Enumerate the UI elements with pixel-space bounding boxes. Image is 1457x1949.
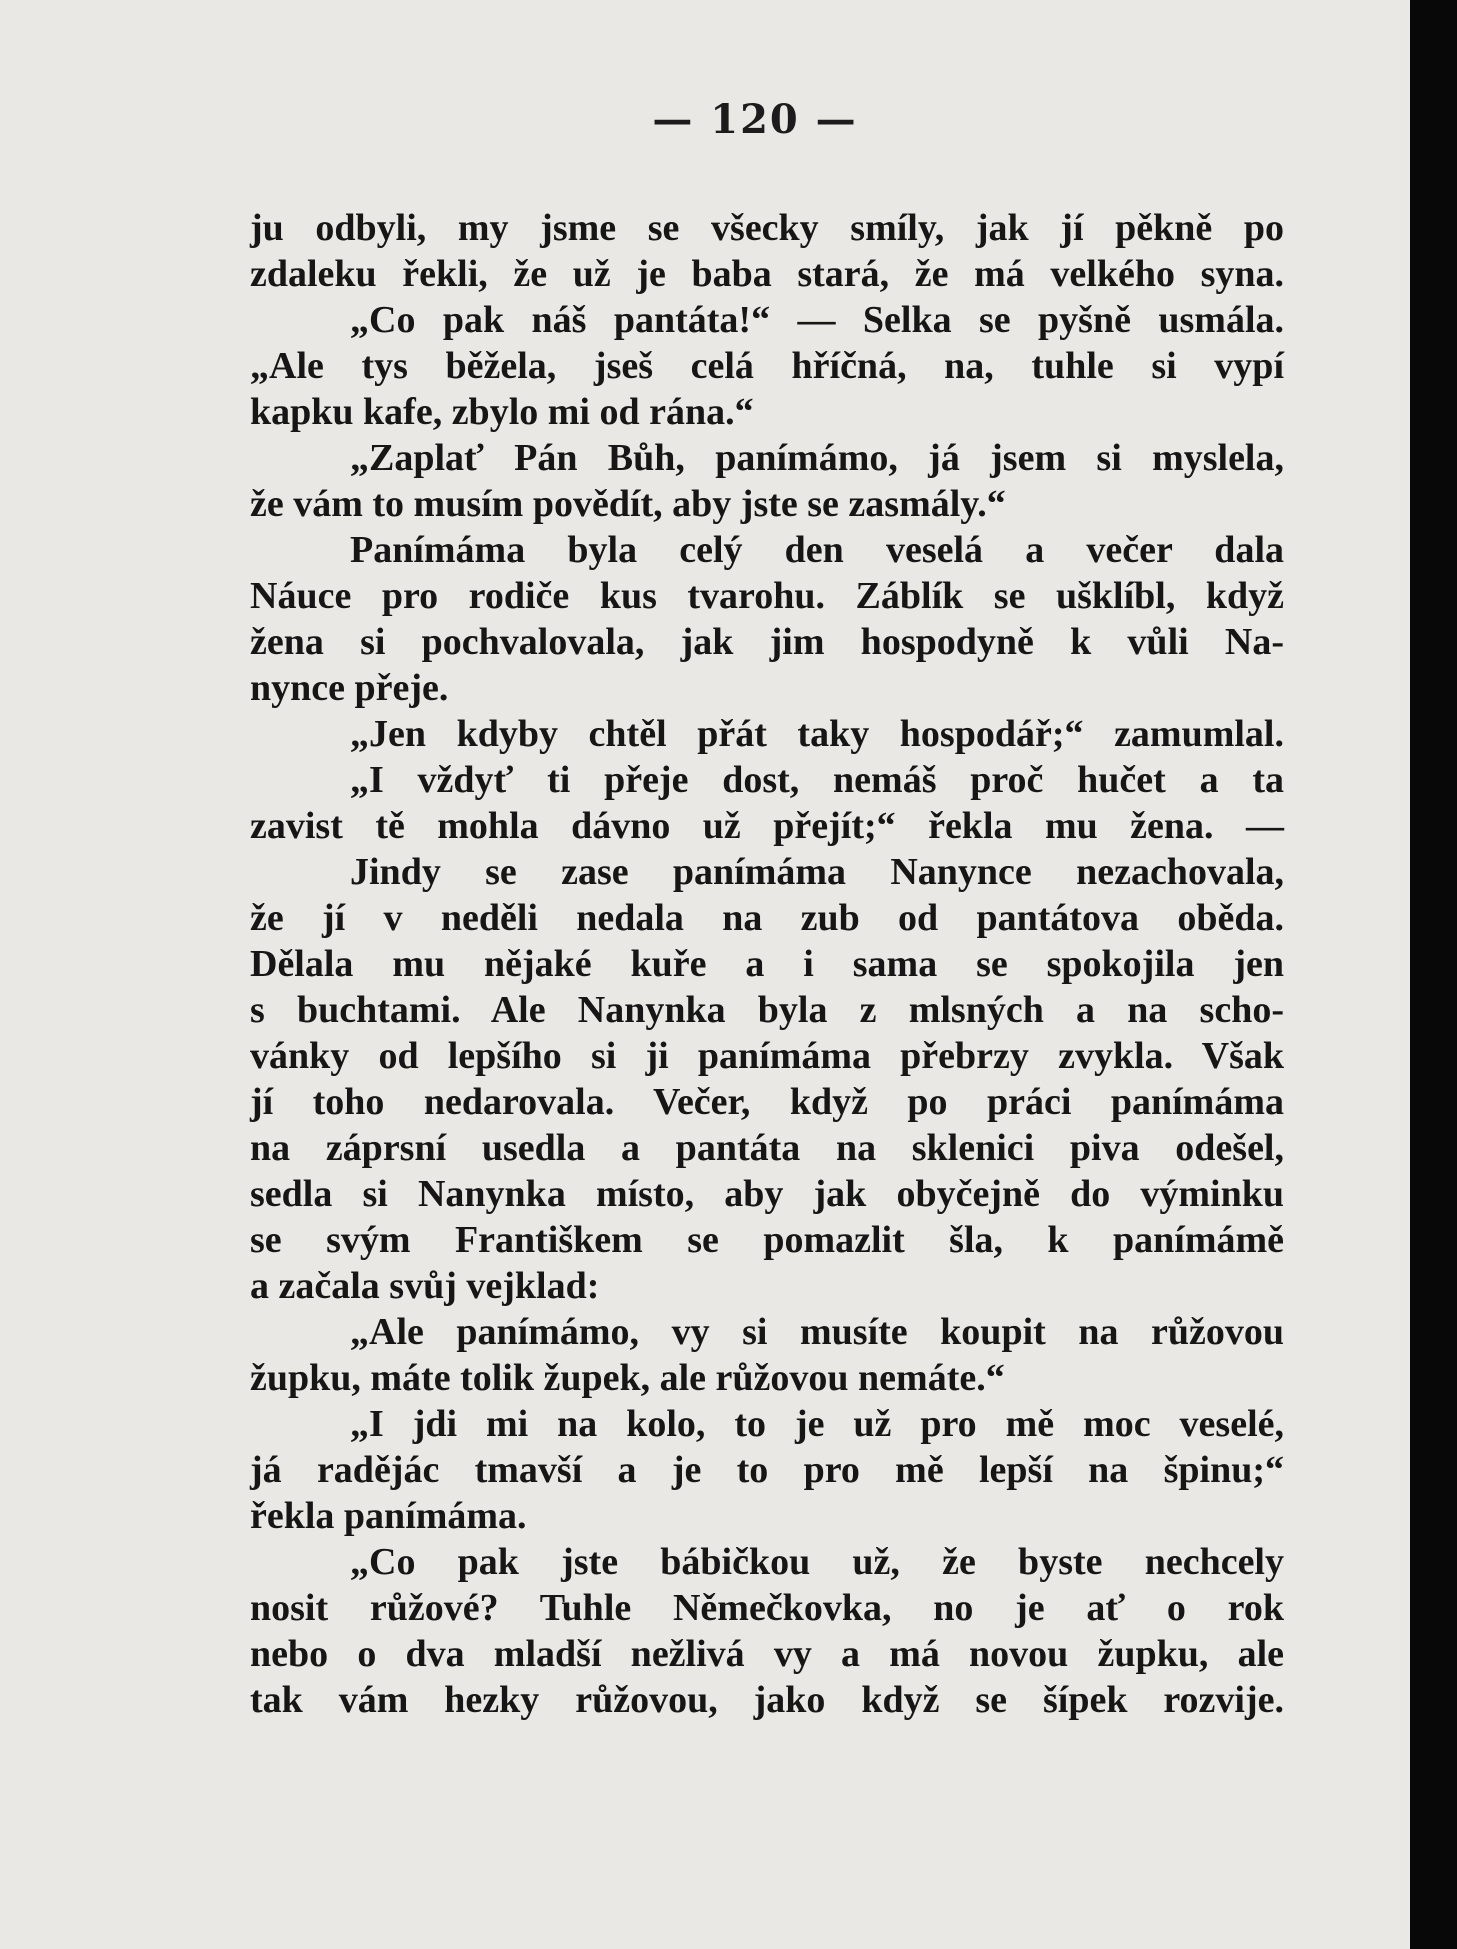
text-line-content: žena si pochvalovala, jak jim hospodyně k vůli Na- <box>250 621 1284 663</box>
body-text <box>250 205 1284 1723</box>
text-line <box>250 389 1284 435</box>
text-line-content: Dělala mu nějaké kuře a i sama se spokojila jen <box>250 943 1284 985</box>
text-line-content: nynce přeje. <box>250 667 449 709</box>
text-line <box>250 1493 1284 1539</box>
text-line <box>250 205 1284 251</box>
text-line-content: že jí v neděli nedala na zub od pantátova oběda. <box>250 897 1284 939</box>
text-line-content: zavist tě mohla dávno už přejít;“ řekla mu žena. — <box>250 805 1284 847</box>
page-number: — 120 — <box>652 96 858 143</box>
text-line-content: řekla panímáma. <box>250 1495 527 1537</box>
text-line-content: nebo o dva mladší nežlivá vy a má novou župku, ale <box>250 1633 1284 1675</box>
text-line <box>250 1217 1284 1263</box>
text-line-content: a začala svůj vejklad: <box>250 1265 600 1307</box>
text-line <box>250 803 1284 849</box>
text-line <box>250 1171 1284 1217</box>
text-line-content: že vám to musím povědít, aby jste se zasmály.“ <box>250 483 1006 525</box>
text-line-content: „Co pak náš pantáta!“ — Selka se pyšně usmála. <box>350 299 1284 341</box>
text-line <box>250 1677 1284 1723</box>
text-line <box>250 1631 1284 1677</box>
text-line-content: se svým Františkem se pomazlit šla, k panímámě <box>250 1219 1284 1261</box>
text-line <box>250 757 1284 803</box>
text-line-content: sedla si Nanynka místo, aby jak obyčejně do výminku <box>250 1173 1284 1215</box>
text-line <box>250 849 1284 895</box>
text-line-content: Jindy se zase panímáma Nanynce nezachovala, <box>350 851 1284 893</box>
text-line <box>250 1355 1284 1401</box>
text-line-content: ju odbyli, my jsme se všecky smíly, jak jí pěkně po <box>250 207 1284 249</box>
text-line-content: kapku kafe, zbylo mi od rána.“ <box>250 391 754 433</box>
text-line <box>250 1539 1284 1585</box>
text-line <box>250 343 1284 389</box>
text-line <box>250 1079 1284 1125</box>
text-line <box>250 435 1284 481</box>
text-line-content: „Ale tys běžela, jseš celá hříčná, na, tuhle si vypí <box>250 345 1284 387</box>
text-line-content: tak vám hezky růžovou, jako když se šípek rozvije. <box>250 1679 1284 1721</box>
text-line <box>250 941 1284 987</box>
text-line <box>250 1447 1284 1493</box>
text-line <box>250 573 1284 619</box>
text-line <box>250 665 1284 711</box>
text-line <box>250 1585 1284 1631</box>
text-line <box>250 711 1284 757</box>
text-line-content: „Zaplať Pán Bůh, panímámo, já jsem si myslela, <box>350 437 1284 479</box>
text-line-content: „Jen kdyby chtěl přát taky hospodář;“ zamumlal. <box>350 713 1284 755</box>
text-line <box>250 987 1284 1033</box>
text-line <box>250 481 1284 527</box>
text-line-content: župku, máte tolik župek, ale růžovou nemáte.“ <box>250 1357 1005 1399</box>
text-line <box>250 895 1284 941</box>
text-line-content: Panímáma byla celý den veselá a večer dala <box>350 529 1284 571</box>
text-line <box>250 251 1284 297</box>
text-line-content: „Co pak jste bábičkou už, že byste nechcely <box>350 1541 1284 1583</box>
text-line-content: Náuce pro rodiče kus tvarohu. Záblík se ušklíbl, když <box>250 575 1284 617</box>
text-line <box>250 1125 1284 1171</box>
text-line-content: na záprsní usedla a pantáta na sklenici piva odešel, <box>250 1127 1284 1169</box>
text-line-content: vánky od lepšího si ji panímáma přebrzy zvykla. Však <box>250 1035 1284 1077</box>
text-line <box>250 1263 1284 1309</box>
text-line-content: „I vždyť ti přeje dost, nemáš proč hučet a ta <box>350 759 1284 801</box>
text-line-content: s buchtami. Ale Nanynka byla z mlsných a na scho- <box>250 989 1284 1031</box>
text-line <box>250 297 1284 343</box>
text-line-content: „I jdi mi na kolo, to je už pro mě moc veselé, <box>350 1403 1284 1445</box>
text-line-content: „Ale panímámo, vy si musíte koupit na růžovou <box>350 1311 1284 1353</box>
text-line-content: nosit růžové? Tuhle Němečkovka, no je ať o rok <box>250 1587 1284 1629</box>
text-line <box>250 527 1284 573</box>
scan-dark-edge <box>1410 0 1457 1949</box>
text-line <box>250 1309 1284 1355</box>
text-line-content: jí toho nedarovala. Večer, když po práci panímáma <box>250 1081 1284 1123</box>
text-line-content: zdaleku řekli, že už je baba stará, že má velkého syna. <box>250 253 1284 295</box>
text-line <box>250 1033 1284 1079</box>
text-line-content: já radějác tmavší a je to pro mě lepší na špinu;“ <box>250 1449 1284 1491</box>
text-line <box>250 1401 1284 1447</box>
text-line <box>250 619 1284 665</box>
